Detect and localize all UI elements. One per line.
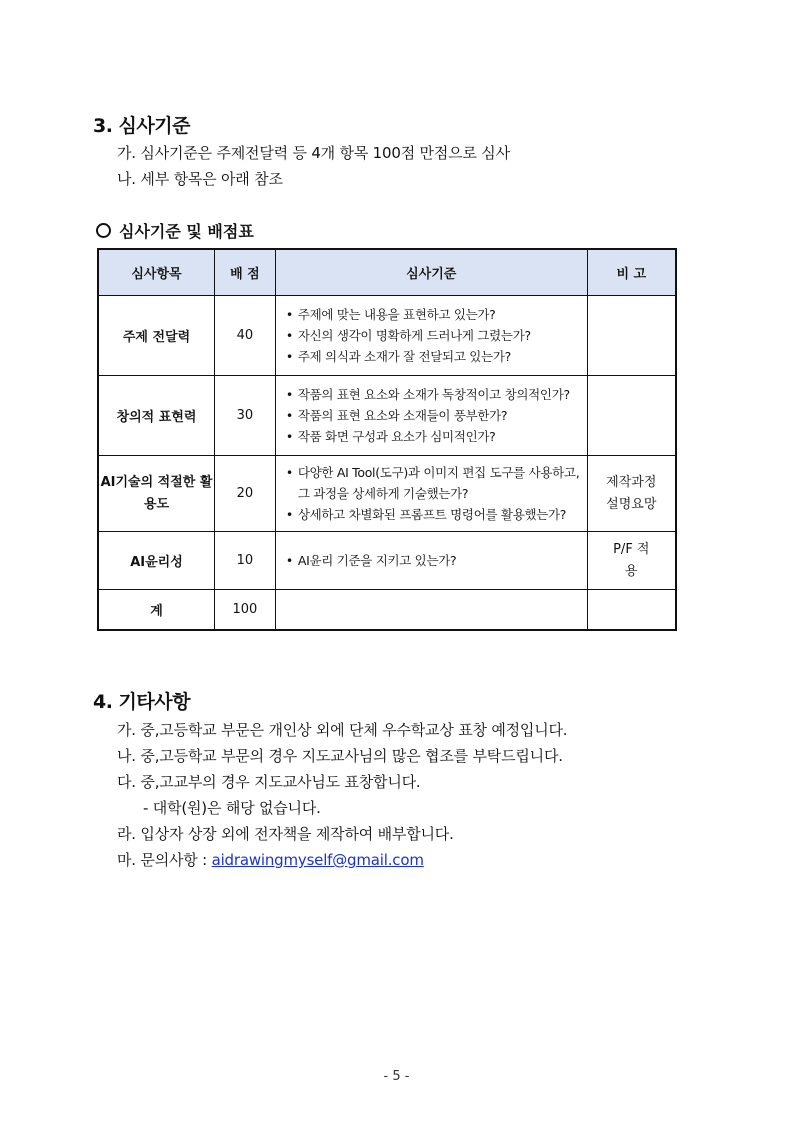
row-item: 주제 전달력	[98, 296, 215, 376]
criteria-item: • 자신의 생각이 명확하게 드러나게 그렸는가?	[286, 325, 581, 346]
criteria-item: • 작품의 표현 요소와 소재가 독창적이고 창의적인가?	[286, 384, 581, 405]
row-score: 30	[215, 376, 276, 456]
criteria-item: • AI윤리 기준을 지키고 있는가?	[286, 550, 581, 571]
section-3-title: 3. 심사기준	[93, 115, 190, 137]
criteria-item: • 주제에 맞는 내용을 표현하고 있는가?	[286, 304, 581, 325]
row-item: 창의적 표현력	[98, 376, 215, 456]
section-4-title: 4. 기타사항	[93, 691, 190, 713]
table-title-text: 심사기준 및 배점표	[119, 222, 254, 241]
row-item: AI윤리성	[98, 532, 215, 590]
row-score: 40	[215, 296, 276, 376]
section-4-line-a: 가. 중,고등학교 부문은 개인상 외에 단체 우수학교상 표창 예정입니다.	[117, 721, 568, 739]
page-number: - 5 -	[383, 1069, 410, 1084]
criteria-item: • 다양한 AI Tool(도구)과 이미지 편집 도구를 사용하고, 그 과정을 상세하게 기술했는가?	[286, 462, 581, 504]
row-item	[98, 456, 215, 532]
section-4-line-c: 다. 중,고교부의 경우 지도교사님도 표창합니다.	[117, 773, 421, 791]
contact-label: 마. 문의사항 :	[117, 851, 212, 869]
criteria-item: • 주제 의식과 소재가 잘 전달되고 있는가?	[286, 346, 581, 367]
row-note	[587, 296, 676, 376]
row-score: 10	[215, 532, 276, 590]
table-header-row	[98, 249, 676, 296]
total-criteria-empty	[275, 590, 587, 630]
total-score: 100	[215, 590, 276, 630]
criteria-item: • 작품의 표현 요소와 소재들이 풍부한가?	[286, 405, 581, 426]
section-3-line-a: 가. 심사기준은 주제전달력 등 4개 항목 100점 만점으로 심사	[117, 144, 510, 162]
contact-email-link[interactable]: aidrawingmyself@gmail.com	[211, 851, 424, 869]
table-title	[96, 219, 254, 242]
section-4-line-b: 나. 중,고등학교 부문의 경우 지도교사님의 많은 협조를 부탁드립니다.	[117, 747, 563, 765]
section-4-line-c-sub: - 대학(원)은 해당 없습니다.	[143, 799, 321, 817]
total-label: 계	[98, 590, 215, 630]
row-note: 제작과정 설명요망	[587, 456, 676, 532]
criteria-item: • 작품 화면 구성과 요소가 심미적인가?	[286, 426, 581, 447]
table-row	[98, 296, 676, 376]
table-total-row	[98, 590, 676, 630]
header-item: 심사항목	[98, 249, 215, 296]
section-3-line-b: 나. 세부 항목은 아래 참조	[117, 170, 283, 188]
row-item-text: AI기술의 적절한 활용도	[100, 474, 213, 512]
scoring-table	[97, 248, 677, 631]
row-criteria	[275, 376, 587, 456]
header-note: 비 고	[587, 249, 676, 296]
row-note: P/F 적용	[587, 532, 676, 590]
header-score: 배 점	[215, 249, 276, 296]
total-note-empty	[587, 590, 676, 630]
row-criteria	[275, 456, 587, 532]
section-4-contact	[117, 849, 424, 870]
header-criteria: 심사기준	[275, 249, 587, 296]
table-row	[98, 456, 676, 532]
row-criteria	[275, 296, 587, 376]
table-row	[98, 532, 676, 590]
table-row	[98, 376, 676, 456]
section-4-line-d: 라. 입상자 상장 외에 전자책을 제작하여 배부합니다.	[117, 825, 454, 843]
circle-icon	[96, 223, 111, 238]
row-score: 20	[215, 456, 276, 532]
row-criteria	[275, 532, 587, 590]
row-note	[587, 376, 676, 456]
criteria-item: • 상세하고 차별화된 프롬프트 명령어를 활용했는가?	[286, 504, 581, 525]
